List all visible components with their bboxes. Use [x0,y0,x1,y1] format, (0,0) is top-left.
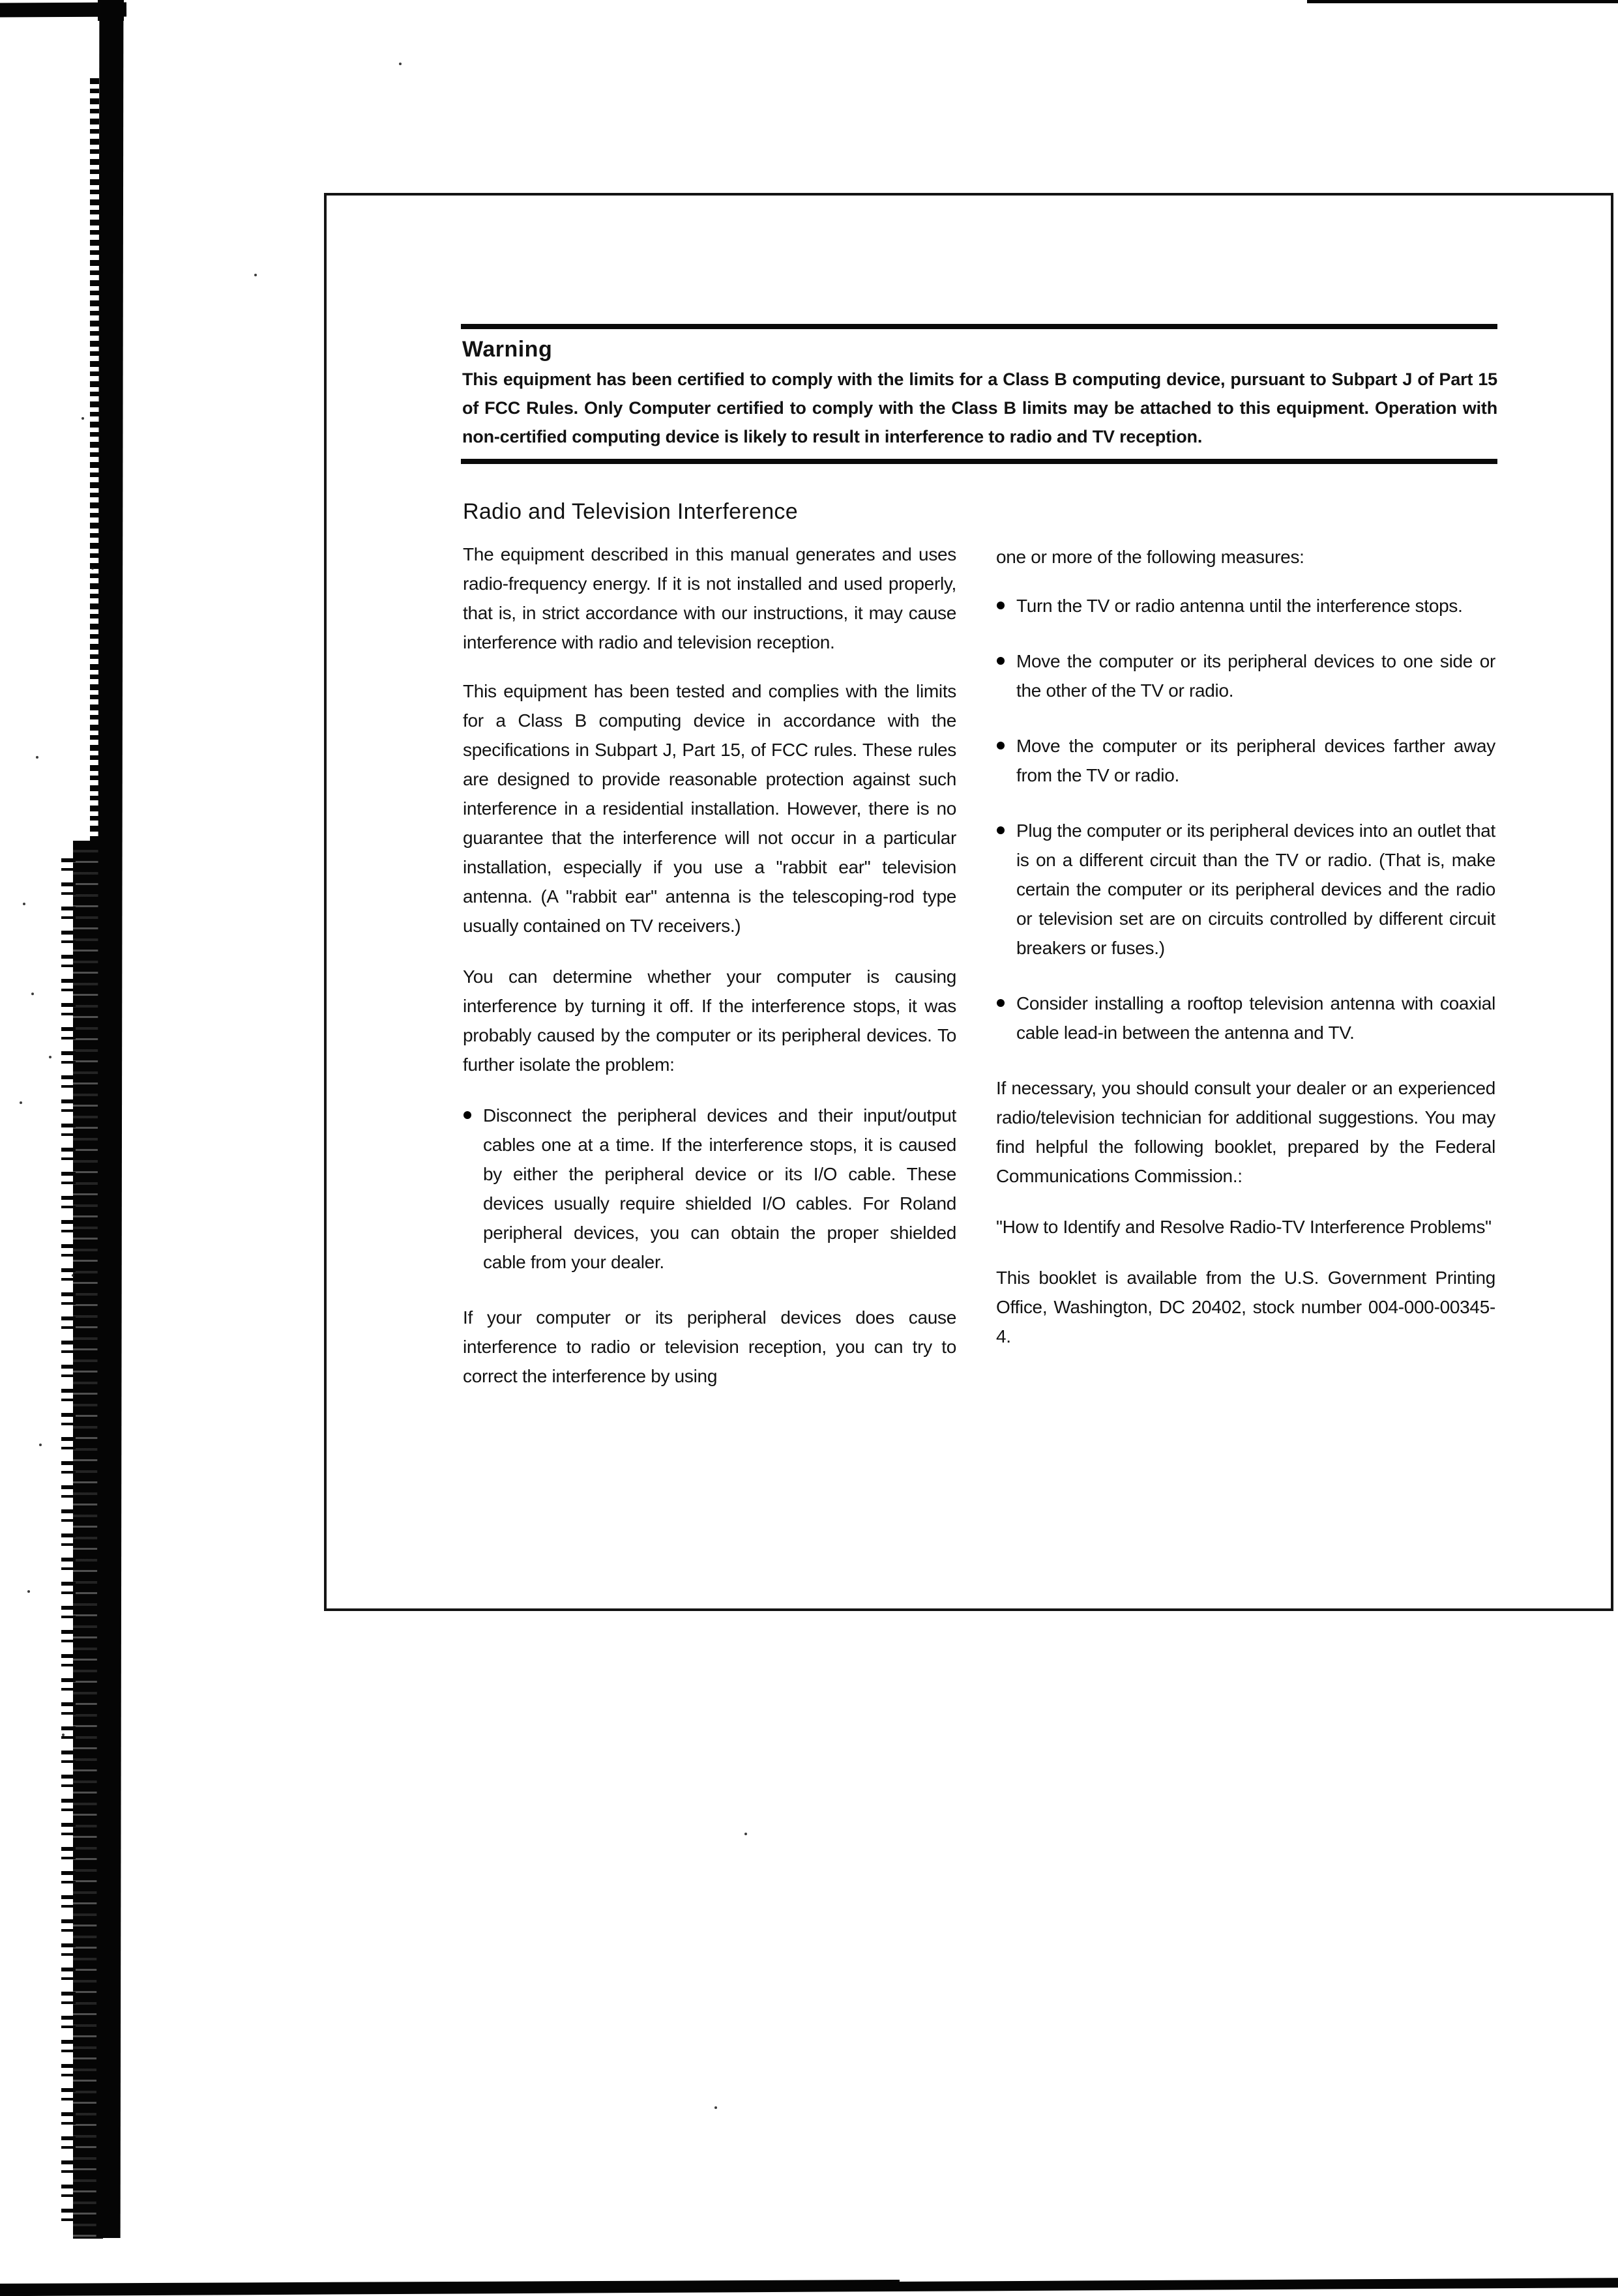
paragraph: one or more of the following measures: [996,547,1304,567]
list-item [463,1101,956,1277]
noise-dot [81,417,84,420]
noise-dot [20,1101,22,1104]
paragraph: This booklet is available from the U.S. Government Printing Office, Washington, DC 20402, stock number 004-000-00345-4. [996,1268,1495,1346]
bullet-icon [997,657,1005,665]
booklet-title: "How to Identify and Resolve Radio-TV Interference Problems" [996,1217,1492,1237]
list-item [996,816,1495,963]
page-border-box [324,193,1613,1611]
noise-dot [27,1590,30,1593]
warning-top-rule [461,324,1497,329]
warning-section [461,324,1497,464]
list-item [996,731,1495,790]
bullet-icon [997,826,1005,834]
scan-top-right-edge-line [1307,0,1618,3]
paragraph: If your computer or its peripheral devices does cause interference to radio or television reception, you can try to correct the interference by using [463,1307,956,1386]
noise-dot [254,274,257,276]
noise-dot [744,1833,747,1835]
noise-dot [72,1274,74,1277]
noise-dot [23,903,25,905]
list-item-text: Turn the TV or radio antenna until the interference stops. [1016,596,1463,616]
noise-dot [31,993,34,995]
warning-bottom-rule [461,459,1497,464]
right-column [996,542,1495,1373]
noise-dot [91,567,94,570]
scan-binding-teeth-upper [90,78,99,847]
bullet-icon [997,742,1005,749]
bullet-icon [997,999,1005,1007]
noise-dot [39,1444,42,1446]
noise-dot [49,1056,51,1058]
scan-binding-teeth-lower [61,854,76,2229]
list-item [996,989,1495,1047]
paragraph: The equipment described in this manual generates and uses radio-frequency energy. If it is not installed and used properly, that is, in strict accordance with our instructions, it may cause interference with radio and television reception. [463,544,956,652]
noise-dot [714,2106,717,2109]
scan-binding-stripe-ragged [73,841,103,2239]
paragraph: This equipment has been tested and complies with the limits for a Class B computing device in accordance with the specifications in Subpart J, Part 15, of FCC rules. These rules are designed to provide reasonable protection against such interference in a residential installation. However, there is no guarantee that the interference will not occur in a particular installation, especially if you use a "rabbit ear" television antenna. (A "rabbit ear" antenna is the telescoping-rod type usually contained on TV receivers.) [463,681,956,936]
noise-dot [62,1734,65,1736]
bullet-icon [997,602,1005,609]
list-item-text: Move the computer or its peripheral devices to one side or the other of the TV or radio. [1016,651,1495,701]
list-item-text: Disconnect the peripheral devices and their input/output cables one at a time. If the interference stops, it is caused by either the peripheral device or its I/O cable. These devices usually require shielded I/O cables. For Roland peripheral devices, you can obtain the proper shielded cable from your dealer. [483,1105,956,1272]
warning-body-text: This equipment has been certified to comply with the limits for a Class B computing device, pursuant to Subpart J of Part 15 of FCC Rules. Only Computer certified to comply with the Class B limits may be attached to this equipment. Operation with non-certified computing device is likely to result in interference to radio and TV reception. [462,370,1497,446]
bullet-icon [463,1111,471,1119]
list-item [996,647,1495,705]
paragraph: If necessary, you should consult your dealer or an experienced radio/television technician for additional suggestions. You may find helpful the following booklet, prepared by the Federal Communications Commission.: [996,1078,1495,1186]
list-item [996,591,1495,620]
list-item-text: Plug the computer or its peripheral devices into an outlet that is on a different circuit than the TV or radio. (That is, make certain the computer or its peripheral devices and the radio or television set are on circuits controlled by different circuit breakers or fuses.) [1016,821,1495,958]
warning-heading: Warning [462,337,553,362]
list-item-text: Consider installing a rooftop television antenna with coaxial cable lead-in between the antenna and TV. [1016,993,1495,1043]
section-heading: Radio and Television Interference [463,499,798,524]
left-column [463,540,956,1412]
noise-dot [399,63,402,65]
noise-dot [36,756,38,759]
paragraph: You can determine whether your computer is causing interference by turning it off. If the interference stops, it was probably caused by the computer or its peripheral devices. To further isolate the problem: [463,966,956,1075]
list-item-text: Move the computer or its peripheral devices farther away from the TV or radio. [1016,736,1495,785]
